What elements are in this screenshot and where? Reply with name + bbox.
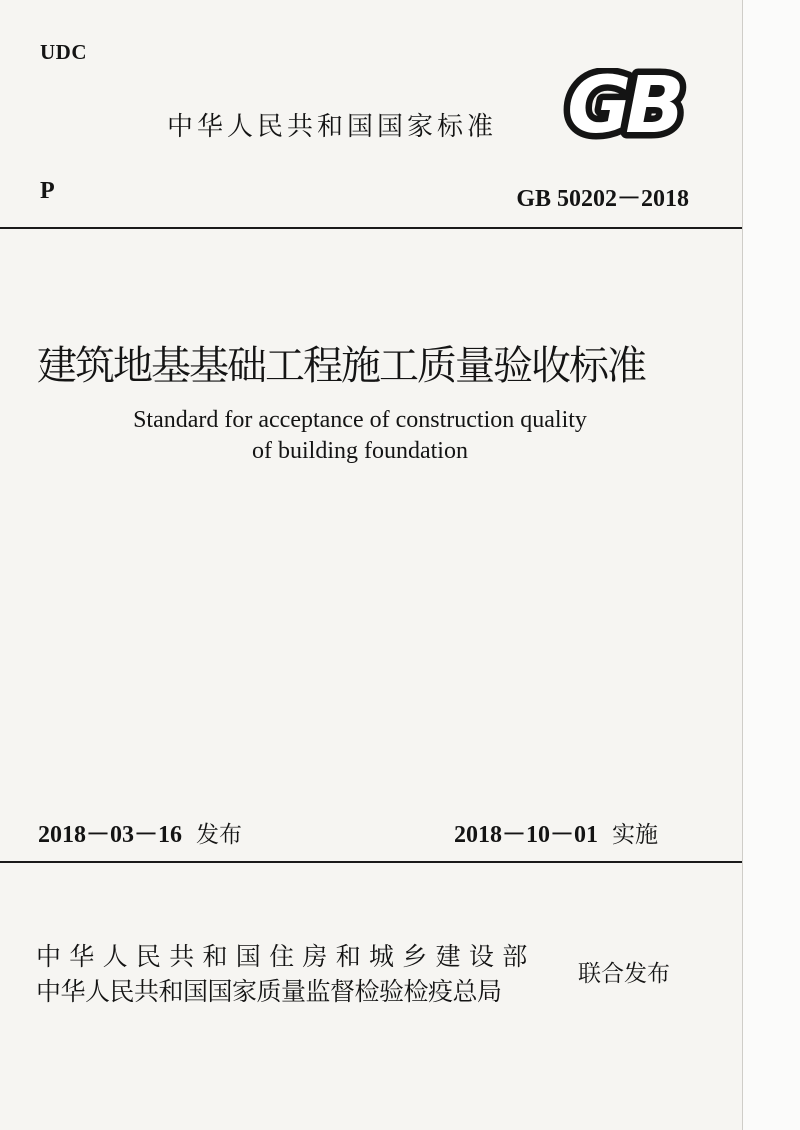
issuer-aqsiq: 中华人民共和国国家质量监督检验检疫总局: [36, 977, 502, 1006]
issue-label: 发布: [196, 822, 242, 848]
issue-date: 2018－03－16: [38, 822, 182, 848]
issue-date-block: [38, 814, 242, 849]
page-edge-strip: [743, 0, 800, 1130]
joint-issue-label: 联合发布: [578, 961, 670, 987]
title-chinese: 建筑地基基础工程施工质量验收标准: [37, 343, 645, 389]
title-english: [90, 405, 630, 467]
top-divider: [0, 227, 742, 229]
title-english-line-1: Standard for acceptance of construction quality: [133, 407, 587, 433]
implement-date-block: [454, 814, 658, 849]
gb-logo: [553, 68, 693, 140]
page-edge-line: [742, 0, 743, 1130]
udc-label: UDC: [40, 40, 87, 64]
implement-date: 2018－10－01: [454, 822, 598, 848]
classification-letter: P: [40, 178, 55, 204]
title-english-line-2: of building foundation: [252, 438, 468, 464]
bottom-divider: [0, 861, 742, 863]
standard-number: GB 50202－2018: [516, 186, 689, 212]
gb-logo-text: GB: [567, 68, 679, 140]
national-standard-header: 中华人民共和国国家标准: [167, 112, 498, 142]
implement-label: 实施: [612, 822, 658, 848]
issuer-ministry: 中华人民共和国住房和城乡建设部: [36, 942, 536, 971]
